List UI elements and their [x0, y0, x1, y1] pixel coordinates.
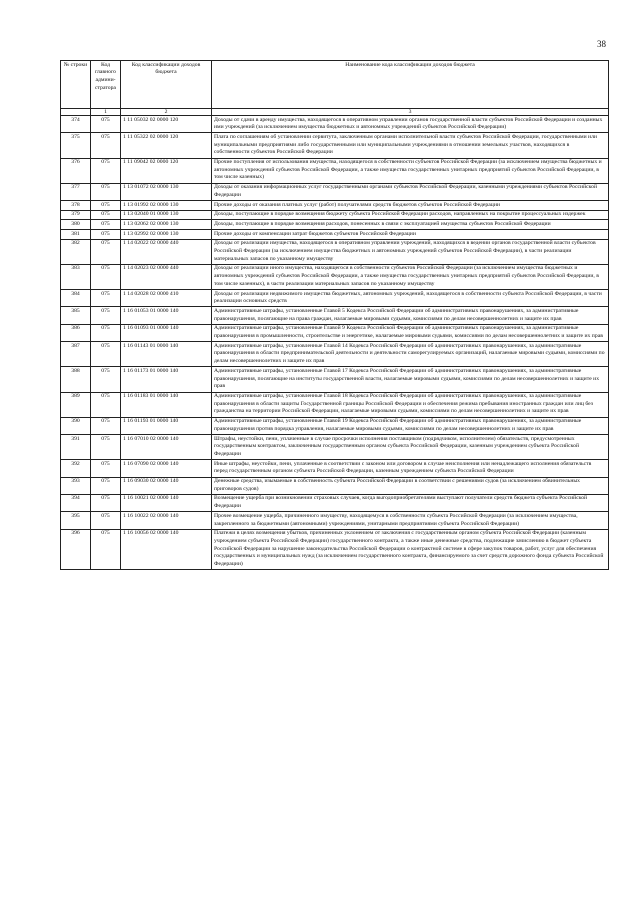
row-number-cell: 387	[61, 342, 91, 367]
classification-name-cell: Доходы, поступающие в порядке возмещения расходов, понесенных в связи с эксплуатацией имущества субъектов Российской Федерации	[212, 220, 609, 230]
table-row	[61, 417, 609, 434]
table-row	[61, 183, 609, 200]
classification-name-cell: Платежи в целях возмещения убытков, причиненных уклонением от заключения с государственным органом субъекта Российской Федерации (казенным учреждением субъекта Российской Федерации) государственного контракта, а также иные денежные средства, подлежащие зачислению в бюджет субъекта Российской Федерации за нарушение законодательства Российской Федерации о контрактной системе в сфере закупок товаров, работ, услуг для обеспечения государственных и муниципальных нужд (за исключением государственного контракта, финансируемого за счет средств дорожного фонда субъекта Российской Федерации)	[212, 529, 609, 570]
table-header-row	[61, 61, 609, 109]
table-row	[61, 290, 609, 307]
classification-code-cell: 1 16 01093 01 0000 140	[121, 324, 212, 341]
admin-code-cell: 075	[91, 477, 121, 494]
classification-code-cell: 1 16 01053 01 0000 140	[121, 307, 212, 324]
classification-name-cell: Доходы от реализации недвижимого имущества бюджетных, автономных учреждений, находящегося в собственности субъекта Российской Федерации, в части реализации основных средств	[212, 290, 609, 307]
classification-code-cell: 1 16 07010 02 0000 140	[121, 435, 212, 460]
classification-code-cell: 1 16 01183 01 0000 140	[121, 392, 212, 417]
admin-code-cell: 075	[91, 183, 121, 200]
table-row	[61, 264, 609, 289]
table-row	[61, 435, 609, 460]
classification-code-cell: 1 16 01143 01 0000 140	[121, 342, 212, 367]
classification-name-cell: Административные штрафы, установленные Главой 18 Кодекса Российской Федерации об административных правонарушениях, за административные правонарушения в области защиты Государственной границы Российской Федерации и обеспечения режима пребывания иностранных граждан или лиц без гражданства на территории Российской Федерации, налагаемые мировыми судьями, комиссиями по делам несовершеннолетних и защите их прав	[212, 392, 609, 417]
classification-name-cell: Доходы от сдачи в аренду имущества, находящегося в оперативном управлении органов государственной власти субъектов Российской Федерации и созданных ими учреждений (за исключением имущества бюджетных и автономных учреждений субъектов Российской Федерации)	[212, 116, 609, 133]
classification-code-cell: 1 11 05032 02 0000 120	[121, 116, 212, 133]
classification-code-cell: 1 14 02022 02 0000 440	[121, 239, 212, 264]
classification-code-cell: 1 13 01992 02 0000 130	[121, 201, 212, 211]
classification-name-cell: Доходы от реализации имущества, находящегося в оперативном управлении учреждений, находящихся в ведении органов государственной власти субъектов Российской Федерации (за исключением имущества бюджетных и автономных учреждений субъектов Российской Федерации), в части реализации материальных запасов по указанному имуществу	[212, 239, 609, 264]
table-row	[61, 460, 609, 477]
admin-code-cell: 075	[91, 264, 121, 289]
row-number-cell: 394	[61, 494, 91, 511]
classification-code-cell: 1 14 02023 02 0000 440	[121, 264, 212, 289]
row-number-cell: 392	[61, 460, 91, 477]
row-number-cell: 378	[61, 201, 91, 211]
row-number-cell: 381	[61, 230, 91, 240]
header-classification-code: Код классификации доходов бюджета	[121, 61, 212, 109]
classification-name-cell: Прочие доходы от оказания платных услуг (работ) получателями средств бюджетов субъектов Российской Федерации	[212, 201, 609, 211]
table-row	[61, 367, 609, 392]
classification-name-cell: Административные штрафы, установленные Главой 17 Кодекса Российской Федерации об административных правонарушениях, за административные правонарушения, посягающие на институты государственной власти, налагаемые мировыми судьями, комиссиями по делам несовершеннолетних и защите их прав	[212, 367, 609, 392]
classification-name-cell: Административные штрафы, установленные Главой 14 Кодекса Российской Федерации об административных правонарушениях, за административные правонарушения в области предпринимательской деятельности и деятельности саморегулируемых организаций, налагаемые мировыми судьями, комиссиями по делам несовершеннолетних и защите их прав	[212, 342, 609, 367]
classification-name-cell: Денежные средства, изымаемые в собственность субъекта Российской Федерации в соответствии с решениями судов (за исключением обвинительных приговоров судов)	[212, 477, 609, 494]
table-row	[61, 477, 609, 494]
admin-code-cell: 075	[91, 417, 121, 434]
admin-code-cell: 075	[91, 367, 121, 392]
header-row-number: № строки	[61, 61, 91, 109]
table-row	[61, 529, 609, 570]
classification-name-cell: Доходы, поступающие в порядке возмещения бюджету субъекта Российской Федерации расходов, направленных на покрытие процессуальных издержек	[212, 210, 609, 220]
row-number-cell: 382	[61, 239, 91, 264]
table-row	[61, 220, 609, 230]
row-number-cell: 391	[61, 435, 91, 460]
classification-name-cell: Прочие доходы от компенсации затрат бюджетов субъектов Российской Федерации	[212, 230, 609, 240]
row-number-cell: 385	[61, 307, 91, 324]
admin-code-cell: 075	[91, 307, 121, 324]
table-row	[61, 210, 609, 220]
admin-code-cell: 075	[91, 324, 121, 341]
classification-name-cell: Административные штрафы, установленные Главой 9 Кодекса Российской Федерации об административных правонарушениях, за административные правонарушения в промышленности, строительстве и энергетике, налагаемые мировыми судьями, комиссиями по делам несовершеннолетних и защите их прав	[212, 324, 609, 341]
admin-code-cell: 075	[91, 230, 121, 240]
classification-code-cell: 1 11 09042 02 0000 120	[121, 158, 212, 183]
row-number-cell: 377	[61, 183, 91, 200]
classification-name-cell: Прочие поступления от использования имущества, находящегося в собственности субъектов Российской Федерации (за исключением имущества бюджетных и автономных учреждений субъектов Российской Федерации, а также имущества государственных унитарных предприятий субъектов Российской Федерации, в том числе казенных)	[212, 158, 609, 183]
admin-code-cell: 075	[91, 239, 121, 264]
row-number-cell: 389	[61, 392, 91, 417]
row-number-cell: 380	[61, 220, 91, 230]
classification-code-cell: 1 13 02040 01 0000 130	[121, 210, 212, 220]
admin-code-cell: 075	[91, 342, 121, 367]
classification-code-cell: 1 16 01173 01 0000 140	[121, 367, 212, 392]
classification-name-cell: Доходы от реализации иного имущества, находящегося в собственности субъектов Российской Федерации (за исключением имущества бюджетных и автономных учреждений субъектов Российской Федерации, а также имущества государственных унитарных предприятий субъектов Российской Федерации, в том числе казенных), в части реализации материальных запасов по указанному имуществу	[212, 264, 609, 289]
classification-code-cell: 1 13 01072 02 0000 130	[121, 183, 212, 200]
column-number-0	[61, 109, 91, 116]
admin-code-cell: 075	[91, 133, 121, 158]
classification-code-cell: 1 13 02062 02 0000 130	[121, 220, 212, 230]
table-row	[61, 494, 609, 511]
classification-code-cell: 1 16 07090 02 0000 140	[121, 460, 212, 477]
header-admin-code: Код главного админи-стратора	[91, 61, 121, 109]
table-row	[61, 116, 609, 133]
table-row	[61, 239, 609, 264]
classification-code-cell: 1 13 02992 02 0000 130	[121, 230, 212, 240]
page-number: 38	[597, 39, 606, 49]
admin-code-cell: 075	[91, 529, 121, 570]
row-number-cell: 375	[61, 133, 91, 158]
admin-code-cell: 075	[91, 201, 121, 211]
table-row	[61, 307, 609, 324]
classification-name-cell: Прочее возмещение ущерба, причиненного имуществу, находящемуся в собственности субъекта Российской Федерации (за исключением имущества, закрепленного за бюджетными (автономными) учреждениями, унитарными предприятиями субъекта Российской Федерации)	[212, 512, 609, 529]
row-number-cell: 388	[61, 367, 91, 392]
revenue-classification-table	[60, 60, 609, 570]
classification-name-cell: Возмещение ущерба при возникновении страховых случаев, когда выгодоприобретателями выступают получатели средств бюджета субъекта Российской Федерации	[212, 494, 609, 511]
row-number-cell: 395	[61, 512, 91, 529]
row-number-cell: 383	[61, 264, 91, 289]
row-number-cell: 376	[61, 158, 91, 183]
header-classification-name: Наименование кода классификации доходов бюджета	[212, 61, 609, 109]
table-row	[61, 133, 609, 158]
classification-name-cell: Плата по соглашениям об установлении сервитута, заключенным органами исполнительной власти субъектов Российской Федерации, государственными или муниципальными предприятиями либо государственными или муниципальными учреждениями в отношении земельных участков, находящихся в собственности субъектов Российской Федерации	[212, 133, 609, 158]
table-row	[61, 324, 609, 341]
row-number-cell: 390	[61, 417, 91, 434]
admin-code-cell: 075	[91, 460, 121, 477]
admin-code-cell: 075	[91, 158, 121, 183]
column-number-1: 1	[91, 109, 121, 116]
classification-name-cell: Иные штрафы, неустойки, пени, уплаченные в соответствии с законом или договором в случае неисполнения или ненадлежащего исполнения обязательств перед государственным органом субъекта Российской Федерации, казенным учреждением субъекта Российской Федерации	[212, 460, 609, 477]
classification-code-cell: 1 11 05322 02 0000 120	[121, 133, 212, 158]
row-number-cell: 386	[61, 324, 91, 341]
row-number-cell: 379	[61, 210, 91, 220]
admin-code-cell: 075	[91, 392, 121, 417]
admin-code-cell: 075	[91, 116, 121, 133]
row-number-cell: 374	[61, 116, 91, 133]
classification-code-cell: 1 16 10022 02 0000 140	[121, 512, 212, 529]
table-row	[61, 392, 609, 417]
admin-code-cell: 075	[91, 210, 121, 220]
classification-name-cell: Административные штрафы, установленные Главой 5 Кодекса Российской Федерации об административных правонарушениях, за административные правонарушения, посягающие на права граждан, налагаемые мировыми судьями, комиссиями по делам несовершеннолетних и защите их прав	[212, 307, 609, 324]
table-body	[61, 116, 609, 570]
column-number-3: 3	[212, 109, 609, 116]
admin-code-cell: 075	[91, 512, 121, 529]
classification-code-cell: 1 14 02028 02 0000 410	[121, 290, 212, 307]
column-number-2: 2	[121, 109, 212, 116]
table-row	[61, 512, 609, 529]
classification-name-cell: Доходы от оказания информационных услуг государственными органами субъектов Российской Федерации, казенными учреждениями субъектов Российской Федерации	[212, 183, 609, 200]
column-number-row	[61, 109, 609, 116]
admin-code-cell: 075	[91, 290, 121, 307]
admin-code-cell: 075	[91, 494, 121, 511]
table-row	[61, 342, 609, 367]
row-number-cell: 384	[61, 290, 91, 307]
classification-name-cell: Административные штрафы, установленные Главой 19 Кодекса Российской Федерации об административных правонарушениях, за административные правонарушения против порядка управления, налагаемые мировыми судьями, комиссиями по делам несовершеннолетних и защите их прав	[212, 417, 609, 434]
classification-code-cell: 1 16 10056 02 0000 140	[121, 529, 212, 570]
classification-name-cell: Штрафы, неустойки, пени, уплаченные в случае просрочки исполнения поставщиком (подрядчиком, исполнителем) обязательств, предусмотренных государственным контрактом, заключенным государственным органом субъекта Российской Федерации, казенным учреждением субъекта Российской Федерации	[212, 435, 609, 460]
admin-code-cell: 075	[91, 435, 121, 460]
admin-code-cell: 075	[91, 220, 121, 230]
table-row	[61, 201, 609, 211]
classification-code-cell: 1 16 10021 02 0000 140	[121, 494, 212, 511]
classification-code-cell: 1 16 09030 02 0000 140	[121, 477, 212, 494]
table-row	[61, 158, 609, 183]
classification-code-cell: 1 16 01193 01 0000 140	[121, 417, 212, 434]
row-number-cell: 396	[61, 529, 91, 570]
row-number-cell: 393	[61, 477, 91, 494]
table-row	[61, 230, 609, 240]
